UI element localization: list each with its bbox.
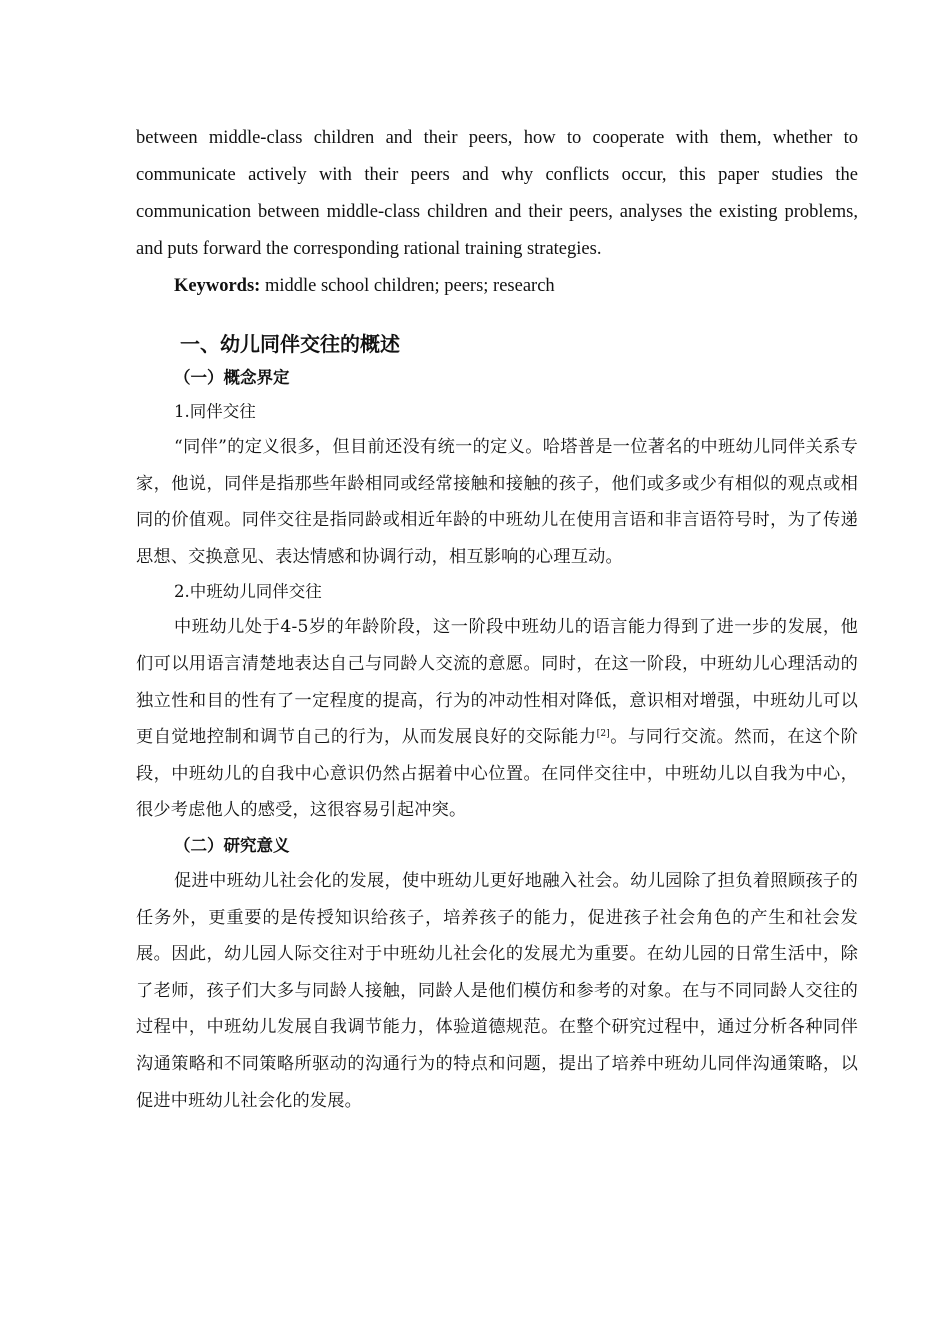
paragraph-significance: 促进中班幼儿社会化的发展，使中班幼儿更好地融入社会。幼儿园除了担负着照顾孩子的任务外，更重要的是传授知识给孩子，培养孩子的能力，促进孩子社会角色的产生和社会发展。因此，幼儿园人际交往对于中班幼儿社会化的发展尤为重要。在幼儿园的日常生活中，除了老师，孩子们大多与同龄人接触，同龄人是他们模仿和参考的对象。在与不同同龄人交往的过程中，中班幼儿发展自我调节能力，体验道德规范。在整个研究过程中，通过分析各种同伴沟通策略和不同策略所驱动的沟通行为的特点和问题，提出了培养中班幼儿同伴沟通策略，以促进中班幼儿社会化的发展。 — [136, 870, 858, 1111]
item-heading-middle-class: 2.中班幼儿同伴交往 — [174, 582, 322, 602]
keywords-line — [136, 268, 858, 305]
paragraph-middle-class-part1: 中班幼儿处于4-5岁的年龄阶段，这一阶段中班幼儿的语言能力得到了进一步的发展，他们可以用语言清楚地表达自己与同龄人交流的意愿。同时，在这一阶段，中班幼儿心理活动的独立性和目的性有了一定程度的提高，行为的冲动性相对降低，意识相对增强，中班幼儿可以更自觉地控制和调节自己的行为，从而发展良好的交际能力 — [136, 617, 858, 748]
subsection-heading-significance: （二）研究意义 — [174, 835, 290, 855]
paragraph-peer-definition: “同伴”的定义很多，但目前还没有统一的定义。哈塔普是一位著名的中班幼儿同伴关系专家，他说，同伴是指那些年龄相同或经常接触和接触的孩子，他们或多或少有相似的观点或相同的价值观。同伴交往是指同龄或相近年龄的中班幼儿在使用言语和非言语符号时，为了传递思想、交换意见、表达情感和协调行动，相互影响的心理互动。 — [136, 437, 858, 567]
item-heading-peer-interaction: 1.同伴交往 — [174, 402, 256, 421]
abstract-paragraph: between middle-class children and their peers, how to cooperate with them, whether to communicate actively with their peers and why conflicts occur, this paper studies the communication between middle-class children and their peers, analyses the existing problems, and puts forward the corresponding rational training strategies. — [136, 128, 858, 259]
document-page — [136, 120, 858, 1119]
paragraph-middle-class — [136, 609, 858, 829]
citation-marker: [2] — [596, 729, 610, 740]
section-heading: 一、幼儿同伴交往的概述 — [180, 332, 400, 356]
subsection-heading-concept: （一）概念界定 — [174, 368, 290, 387]
keywords-label: Keywords: — [174, 276, 261, 296]
paragraph-middle-class-part2: 。与同行交流。然而，在这个阶段，中班幼儿的自我中心意识仍然占据着中心位置。在同伴交往中，中班幼儿以自我为中心，很少考虑他人的感受，这很容易引起冲突。 — [136, 727, 858, 821]
keywords-value: middle school children; peers; research — [260, 276, 555, 296]
